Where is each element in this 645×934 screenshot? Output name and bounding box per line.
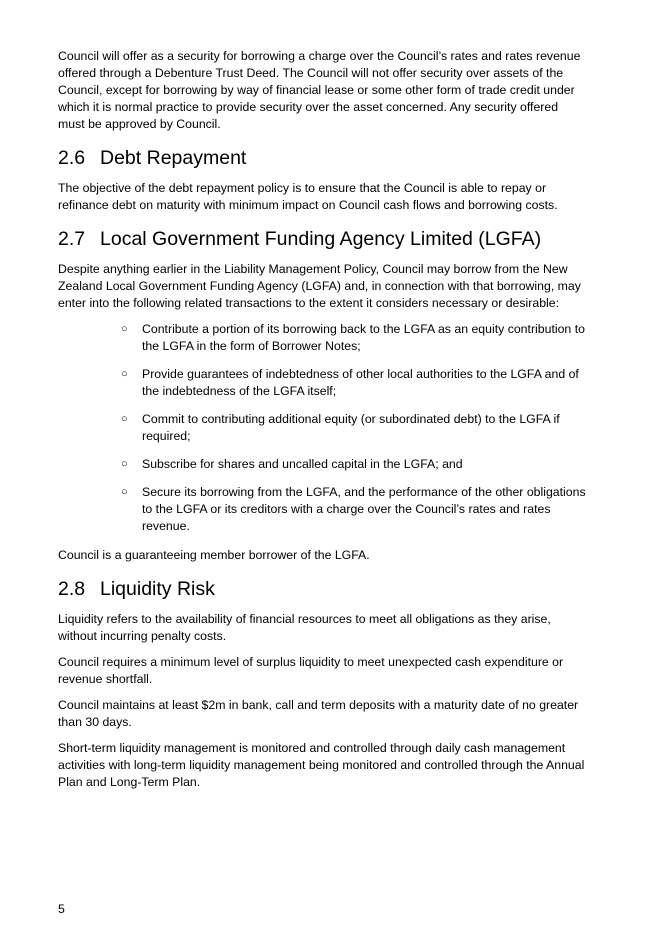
section-title: Local Government Funding Agency Limited (LGFA) — [100, 228, 542, 250]
list-item — [121, 484, 588, 535]
section-title: Liquidity Risk — [100, 578, 215, 600]
document-page — [58, 48, 588, 800]
liquidity-paragraph: Liquidity refers to the availability of financial resources to meet all obligations as they arise, without incurring penalty costs. — [58, 612, 551, 643]
section-number: 2.6 — [58, 147, 86, 169]
page-number: 5 — [58, 902, 65, 916]
hollow-circle-bullet-icon: ○ — [121, 486, 128, 498]
hollow-circle-bullet-icon: ○ — [121, 413, 128, 425]
hollow-circle-bullet-icon: ○ — [121, 458, 128, 470]
lgfa-transactions-list — [58, 321, 588, 535]
list-item — [121, 366, 588, 400]
liquidity-paragraph: Council requires a minimum level of surplus liquidity to meet unexpected cash expenditure or revenue shortfall. — [58, 655, 564, 686]
section-heading-liquidity-risk — [58, 577, 588, 601]
list-item-text: Secure its borrowing from the LGFA, and the performance of the other obligations to the LGFA or its creditors with a charge over the Council’s rates and rates revenue. — [142, 485, 586, 533]
lgfa-closing-paragraph: Council is a guaranteeing member borrower of the LGFA. — [58, 548, 370, 562]
hollow-circle-bullet-icon: ○ — [121, 368, 128, 380]
list-item-text: Provide guarantees of indebtedness of other local authorities to the LGFA and of the indebtedness of the LGFA itself; — [142, 367, 579, 398]
debt-repayment-paragraph: The objective of the debt repayment policy is to ensure that the Council is able to repay or refinance debt on maturity with minimum impact on Council cash flows and borrowing costs. — [58, 181, 558, 212]
section-title: Debt Repayment — [100, 147, 247, 169]
section-number: 2.8 — [58, 578, 86, 600]
list-item-text: Subscribe for shares and uncalled capital in the LGFA; and — [142, 457, 463, 471]
security-paragraph: Council will offer as a security for borrowing a charge over the Council’s rates and rates revenue offered through a Debenture Trust Deed. The Council will not offer security over assets of the Council, except for borrowing by way of financial lease or some other form of trade credit under which it is normal practice to provide security over the asset concerned. Any security offered must be approved by Council. — [58, 49, 581, 131]
list-item-text: Commit to contributing additional equity (or subordinated debt) to the LGFA if required; — [142, 412, 560, 443]
list-item — [121, 456, 588, 473]
list-item-text: Contribute a portion of its borrowing back to the LGFA as an equity contribution to the LGFA in the form of Borrower Notes; — [142, 322, 585, 353]
lgfa-intro-paragraph: Despite anything earlier in the Liability Management Policy, Council may borrow from the New Zealand Local Government Funding Agency (LGFA) and, in connection with that borrowing, may enter into the following related transactions to the extent it considers necessary or desirable: — [58, 262, 581, 310]
section-heading-lgfa — [58, 227, 588, 251]
section-heading-debt-repayment — [58, 146, 588, 170]
liquidity-paragraph: Short-term liquidity management is monitored and controlled through daily cash management activities with long-term liquidity management being monitored and controlled through the Annual Plan and Long-Term Plan. — [58, 741, 585, 789]
list-item — [121, 321, 588, 355]
hollow-circle-bullet-icon: ○ — [121, 323, 128, 335]
liquidity-paragraph: Council maintains at least $2m in bank, call and term deposits with a maturity date of no greater than 30 days. — [58, 698, 579, 729]
list-item — [121, 411, 588, 445]
section-number: 2.7 — [58, 228, 86, 250]
